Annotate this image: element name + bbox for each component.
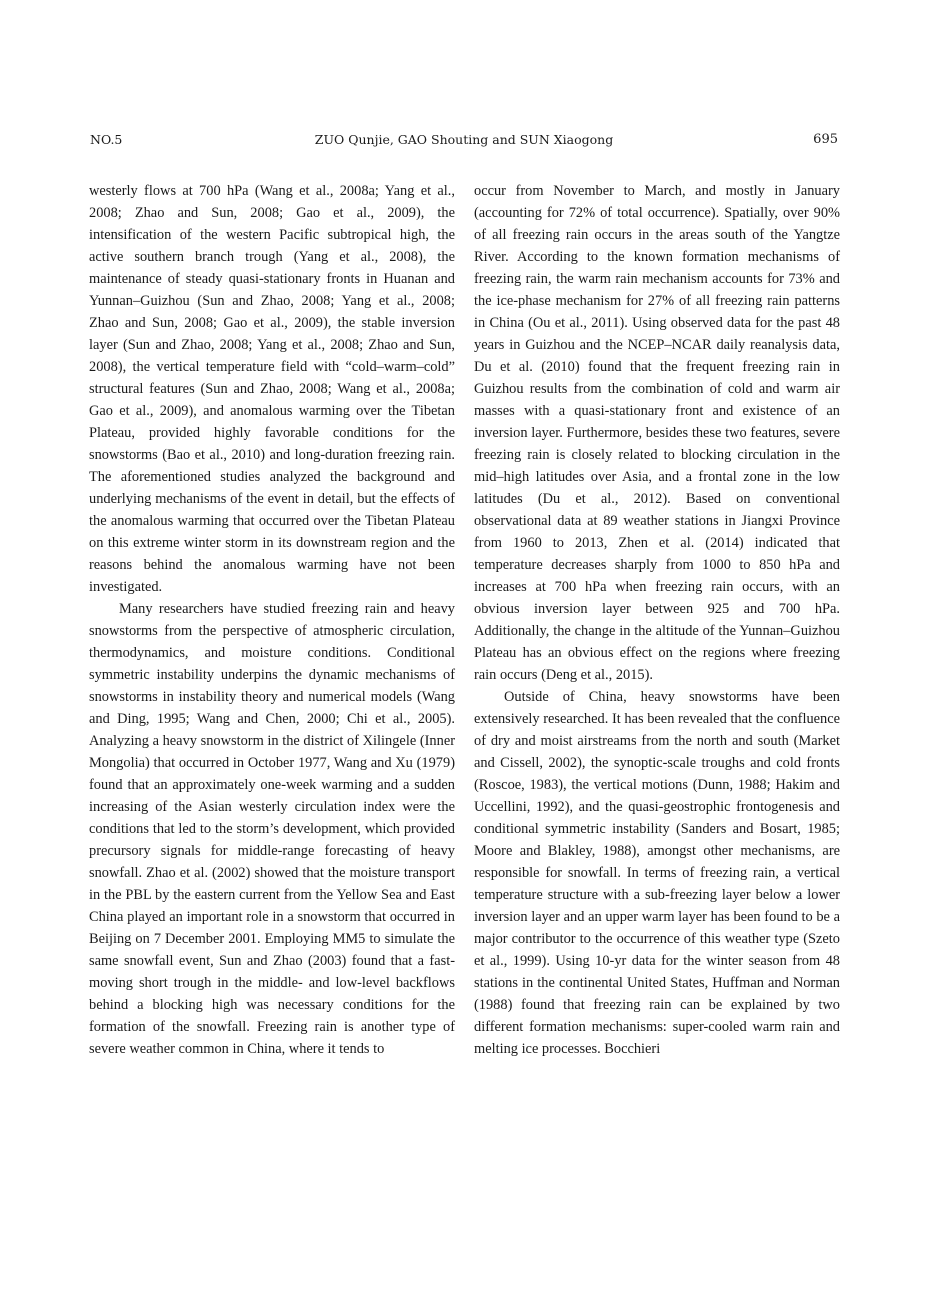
paragraph: Many researchers have studied freezing rain and heavy snowstorms from the perspective of atmospheric circulation, thermodynamics, and moisture conditions. Conditional symmetric instability underpins the dynamic mechanisms of snowstorms in instability theory and numerical models (Wang and Ding, 1995; Wang and Chen, 2000; Chi et al., 2005). Analyzing a heavy snowstorm in the district of Xilingele (Inner Mongolia) that occurred in October 1977, Wang and Xu (1979) found that an approximately one-week warming and a sudden increasing of the Asian westerly circulation index were the conditions that led to the storm’s development, which provided precursory signals for middle-range forecasting of heavy snowfall. Zhao et al. (2002) showed that the moisture transport in the PBL by the eastern current from the Yellow Sea and East China played an important role in a snowstorm that occurred in Beijing on 7 December 2001. Employing MM5 to simulate the same snowfall event, Sun and Zhao (2003) found that a fast-moving short trough in the middle- and low-level backflows behind a blocking high was necessary conditions for the formation of the snowfall. Freezing rain is another type of severe weather common in China, where it tends to <box>89 601 455 1057</box>
right-column <box>474 180 840 1060</box>
left-column <box>89 180 455 1060</box>
running-header <box>90 130 838 150</box>
page-number: 695 <box>813 132 838 147</box>
paragraph: occur from November to March, and mostly in January (accounting for 72% of total occurrence). Spatially, over 90% of all freezing rain occurs in the areas south of the Yangtze River. According to the known formation mechanisms of freezing rain, the warm rain mechanism accounts for 73% and the ice-phase mechanism for 27% of all freezing rain patterns in China (Ou et al., 2011). Using observed data for the past 48 years in Guizhou and the NCEP–NCAR daily reanalysis data, Du et al. (2010) found that the frequent freezing rain in Guizhou results from the combination of cold and warm air masses with a quasi-stationary front and existence of an inversion layer. Furthermore, besides these two features, severe freezing rain is closely related to blocking circulation in the mid–high latitudes over Asia, and a frontal zone in the low latitudes (Du et al., 2012). Based on conventional observational data at 89 weather stations in Jiangxi Province from 1960 to 2013, Zhen et al. (2014) indicated that temperature decreases sharply from 1000 to 850 hPa and increases at 700 hPa when freezing rain occurs, with an obvious inversion layer between 925 and 700 hPa. Additionally, the change in the altitude of the Yunnan–Guizhou Plateau has an obvious effect on the regions where freezing rain occurs (Deng et al., 2015). <box>474 183 840 683</box>
paragraph: Outside of China, heavy snowstorms have been extensively researched. It has been revealed that the confluence of dry and moist airstreams from the north and south (Market and Cissell, 2002), the synoptic-scale troughs and cold fronts (Roscoe, 1983), the vertical motions (Dunn, 1988; Hakim and Uccellini, 1992), and the quasi-geostrophic frontogenesis and conditional symmetric instability (Sanders and Bosart, 1985; Moore and Blakley, 1988), amongst other mechanisms, are responsible for snowfall. In terms of freezing rain, a vertical temperature structure with a sub-freezing layer below a lower inversion layer and an upper warm layer has been found to be a major contributor to the occurrence of this weather type (Szeto et al., 1999). Using 10-yr data for the winter season from 48 stations in the continental United States, Huffman and Norman (1988) found that freezing rain can be explained by two different formation mechanisms: super-cooled warm rain and melting ice processes. Bocchieri <box>474 689 840 1057</box>
paragraph: westerly flows at 700 hPa (Wang et al., 2008a; Yang et al., 2008; Zhao and Sun, 2008; Gao et al., 2009), the intensification of the western Pacific subtropical high, the active southern branch trough (Yang et al., 2008), the maintenance of steady quasi-stationary fronts in Huanan and Yunnan–Guizhou (Sun and Zhao, 2008; Yang et al., 2008; Zhao and Sun, 2008; Gao et al., 2009), the stable inversion layer (Sun and Zhao, 2008; Yang et al., 2008; Zhao and Sun, 2008), the vertical temperature field with “cold–warm–cold” structural features (Sun and Zhao, 2008; Wang et al., 2008a; Gao et al., 2009), and anomalous warming over the Tibetan Plateau, provided highly favorable conditions for the snowstorms (Bao et al., 2010) and long-duration freezing rain. The aforementioned studies analyzed the background and underlying mechanisms of the event in detail, but the effects of the anomalous warming that occurred over the Tibetan Plateau on this extreme winter storm in its downstream region and the reasons behind the anomalous warming have not been investigated. <box>89 183 455 595</box>
author-line: ZUO Qunjie, GAO Shouting and SUN Xiaogong <box>314 132 614 147</box>
journal-issue: NO.5 <box>90 132 123 147</box>
